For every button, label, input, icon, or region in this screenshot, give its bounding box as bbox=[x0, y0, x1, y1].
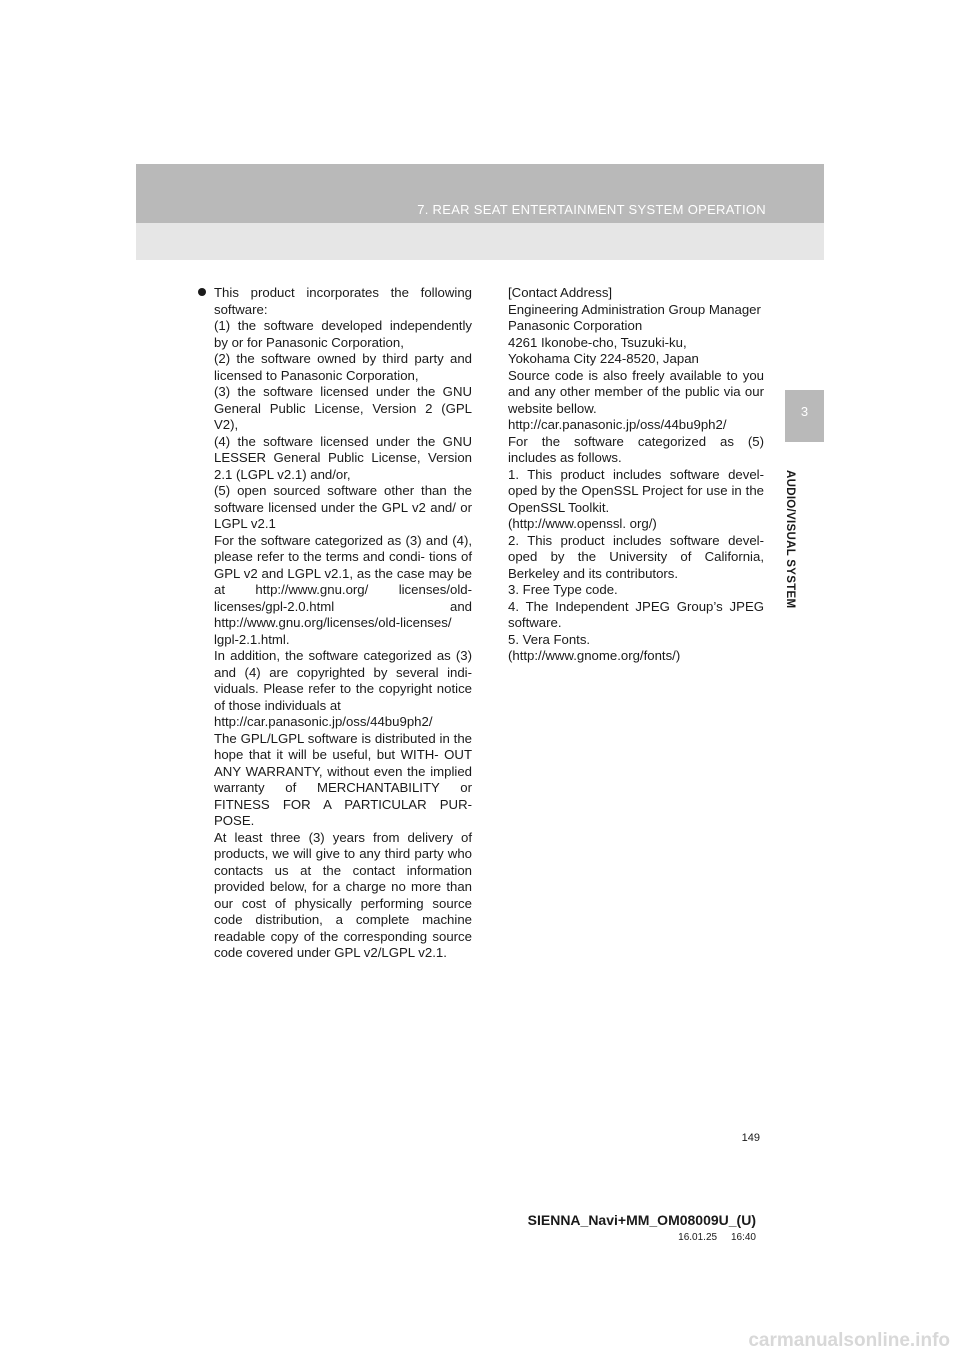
section-title: 7. REAR SEAT ENTERTAINMENT SYSTEM OPERATION bbox=[417, 202, 766, 217]
chapter-label: AUDIO/VISUAL SYSTEM bbox=[784, 470, 796, 609]
right-column-text: [Contact Address] Engineering Administration Group Manager Panasonic Corporation 4261 Ikonobe-cho, Tsuzuki-ku, Yokohama City 224-8520, Japan Source code is also freely available to you and any other member of the public via our website bellow. http://car.panasonic.jp/oss/44bu9ph2/ For the software categorized as (5) includes as follows. 1. This product includes software devel- oped by the OpenSSL Project for use in the OpenSSL Toolkit. (http://www.openssl. org/) 2. This product includes software devel- oped by the University of California, Berkeley and its contributors. 3. Free Type code. 4. The Independent JPEG Group’s JPEG software. 5. Vera Fonts. (http://www.gnome.org/fonts/) bbox=[508, 285, 764, 663]
chapter-tab bbox=[785, 390, 824, 442]
filled-circle-bullet-icon bbox=[197, 287, 207, 297]
header-band bbox=[136, 164, 824, 260]
document-date: 16.01.25 16:40 bbox=[678, 1232, 756, 1243]
document-id: SIENNA_Navi+MM_OM08009U_(U) bbox=[527, 1212, 756, 1228]
header-top-bar bbox=[136, 164, 824, 223]
left-column-text: This product incorporates the following software: (1) the software developed independently by or for Panasonic Corporation, (2) the software owned by third party and licensed to Panasonic Corporation, (3) the software licensed under the GNU General Public License, Version 2 (GPL V2), (4) the software licensed under the GNU LESSER General Public License, Version 2.1 (LGPL v2.1) and/or, (5) open sourced software other than the software licensed under the GPL v2 and/ or LGPL v2.1 For the software categorized as (3) and (4), please refer to the terms and condi- tions of GPL v2 and LGPL v2.1, as the case may be at http://www.gnu.org/ licenses/old-licenses/gpl-2.0.html and http://www.gnu.org/licenses/old-licenses/ lgpl-2.1.html. In addition, the software categorized as (3) and (4) are copyrighted by several indi- viduals. Please refer to the copyright notice of those individuals at http://car.panasonic.jp/oss/44bu9ph2/ The GPL/LGPL software is distributed in the hope that it will be useful, but WITH- OUT ANY WARRANTY, without even the implied warranty of MERCHANTABILITY or FITNESS FOR A PARTICULAR PUR- POSE. At least three (3) years from delivery of products, we will give to any third party who contacts us at the contact information provided below, for a charge no more than our cost of physically performing source code distribution, a complete machine readable copy of the corresponding source code covered under GPL v2/LGPL v2.1. bbox=[214, 285, 472, 960]
watermark: carmanualsonline.info bbox=[748, 1330, 950, 1351]
chapter-number: 3 bbox=[800, 404, 809, 419]
page-number: 149 bbox=[741, 1132, 760, 1144]
